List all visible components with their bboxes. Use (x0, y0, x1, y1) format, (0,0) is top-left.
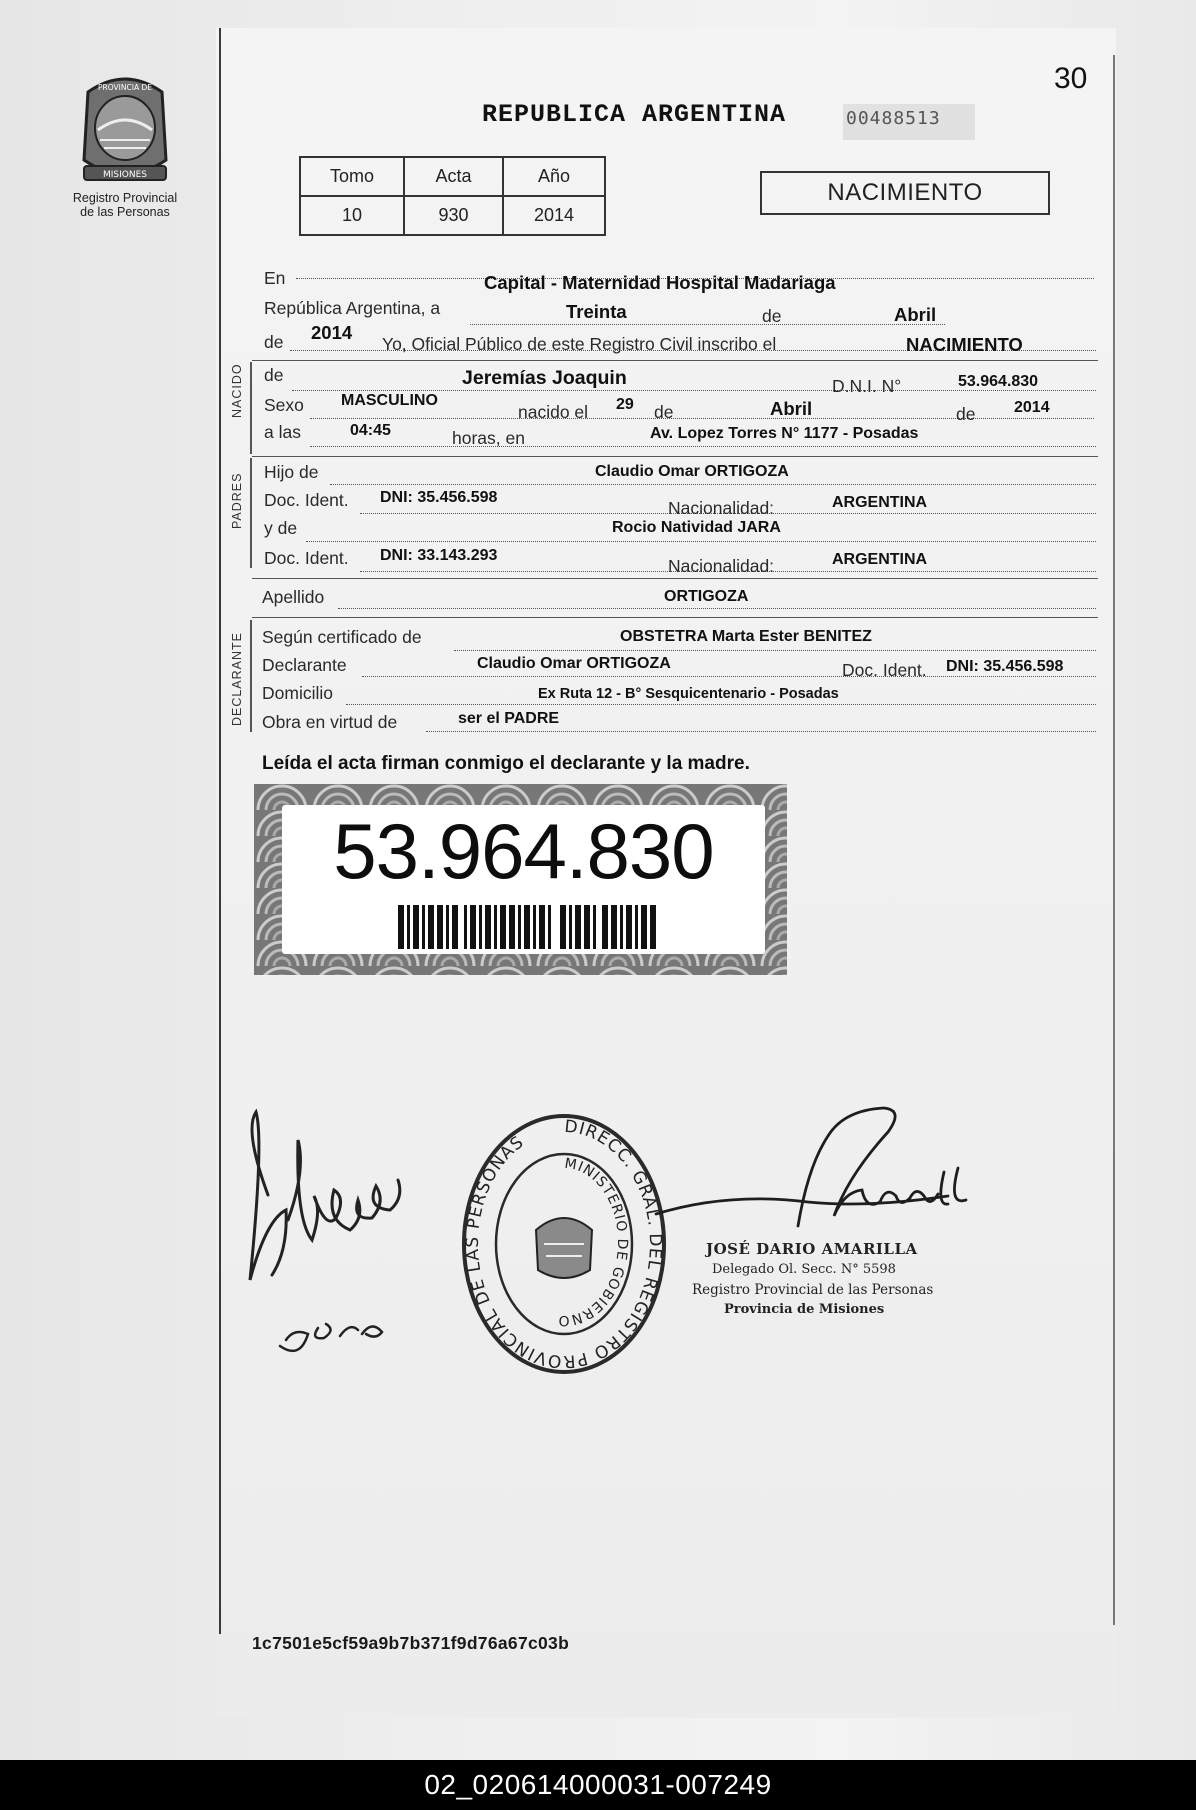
padre-doc-value: DNI: 35.456.598 (380, 489, 498, 506)
official-office: Registro Provincial de las Personas (692, 1282, 934, 1298)
provincial-crest-logo (70, 70, 180, 188)
dni-sticker (254, 784, 787, 975)
scan-footer-code: 02_020614000031-007249 (424, 1769, 772, 1800)
madre-line (306, 541, 1096, 542)
dni-label: D.N.I. N° (832, 376, 902, 396)
serial-number: 00488513 (846, 108, 941, 129)
seal-inner-text: MINISTERIO DE GOBIERNO (557, 1155, 631, 1329)
anio-header: Año (503, 157, 605, 196)
padres-section-label: PADRES (230, 472, 244, 529)
nombre-value: Jeremías Joaquin (462, 367, 627, 389)
official-signature (648, 1096, 978, 1256)
madre-doc-value: DNI: 33.143.293 (380, 547, 498, 564)
padre-nac-value: ARGENTINA (832, 494, 928, 511)
obra-value: ser el PADRE (458, 710, 560, 727)
mes-value: Abril (894, 304, 937, 325)
declarante-label: Declarante (262, 655, 347, 675)
declarante-doc-label: Doc. Ident. (842, 660, 927, 680)
apellido-line (338, 608, 1096, 609)
fecha-line (470, 324, 945, 325)
record-kind-box: NACIMIENTO (760, 171, 1050, 215)
sticker-label (282, 805, 765, 954)
obra-label: Obra en virtud de (262, 712, 398, 732)
domicilio-value: Ex Ruta 12 - B° Sesquicentenario - Posadas (538, 686, 839, 702)
inscribo-label: Yo, Oficial Público de este Registro Civil inscribo el (382, 334, 777, 354)
section-divider-3 (252, 578, 1098, 579)
section-divider-2 (252, 456, 1098, 457)
de2-label: de (264, 332, 284, 352)
domicilio-line (346, 704, 1096, 705)
hijo-label: Hijo de (264, 462, 319, 482)
nacido-section-label: NACIDO (230, 363, 244, 418)
volume-table (299, 156, 606, 236)
dni-value: 53.964.830 (958, 373, 1039, 390)
acta-header: Acta (404, 157, 503, 196)
logo-top-text: PROVINCIA DE (98, 83, 152, 92)
acta-value: 930 (404, 196, 503, 235)
official-province: Provincia de Misiones (724, 1302, 885, 1317)
logo-caption-line-2: de las Personas (80, 205, 170, 219)
lugar-value: Av. Lopez Torres N° 1177 - Posadas (650, 425, 919, 442)
nac-dia-value: 29 (616, 396, 634, 413)
scan-footer-bar (0, 1760, 1196, 1810)
anio-value-text: 2014 (311, 322, 353, 343)
obra-line (426, 731, 1096, 732)
hora-value: 04:45 (350, 422, 391, 439)
en-value: Capital - Maternidad Hospital Madariaga (484, 272, 836, 293)
left-margin-line (219, 28, 221, 1634)
section-divider-1 (252, 360, 1098, 361)
logo-caption (58, 191, 192, 219)
alas-label: a las (264, 422, 301, 442)
closing-statement: Leída el acta firman conmigo el declarante y la madre. (262, 753, 750, 774)
dni-barcode (398, 905, 658, 949)
section-divider-4 (252, 617, 1098, 618)
nacido-side-bar (250, 362, 252, 454)
official-role: Delegado Ol. Secc. N° 5598 (712, 1262, 896, 1277)
document-hash: 1c7501e5cf59a9b7b371f9d76a67c03b (252, 1633, 570, 1653)
nac-mes-value: Abril (770, 398, 813, 419)
yde-label: y de (264, 518, 298, 538)
logo-bottom-text: MISIONES (102, 170, 148, 180)
tomo-value: 10 (300, 196, 404, 235)
declarante-side-bar (250, 620, 252, 732)
anio-value: 2014 (503, 196, 605, 235)
certificado-label: Según certificado de (262, 627, 422, 647)
hora-line (310, 446, 1096, 447)
padres-side-bar (250, 458, 252, 568)
republica-label: República Argentina, a (264, 298, 441, 318)
horas-label: horas, en (452, 428, 525, 448)
padre-doc-label: Doc. Ident. (264, 490, 349, 510)
madre-doc-label: Doc. Ident. (264, 548, 349, 568)
declarante-line (362, 676, 1096, 677)
seal-outer-text: DIRECC. GRAL. DEL REGISTRO PROVINCIAL DE LAS PERSONAS (462, 1116, 666, 1372)
document-title: REPUBLICA ARGENTINA (482, 100, 787, 129)
right-margin-line (1113, 55, 1115, 1625)
padre-value: Claudio Omar ORTIGOZA (595, 463, 789, 480)
declarante-value: Claudio Omar ORTIGOZA (477, 655, 671, 672)
madre-signature (270, 1300, 400, 1370)
certificado-value: OBSTETRA Marta Ester BENITEZ (620, 628, 872, 645)
logo-caption-line-1: Registro Provincial (72, 191, 178, 205)
hijo-line (330, 484, 1096, 485)
domicilio-label: Domicilio (262, 683, 333, 703)
madre-value: Rocio Natividad JARA (612, 519, 781, 536)
tomo-header: Tomo (300, 157, 404, 196)
page-number: 30 (1054, 62, 1088, 95)
madre-nacionalidad-label: Nacionalidad: (668, 556, 775, 576)
madre-nac-value: ARGENTINA (832, 551, 928, 568)
official-name: JOSÉ DARIO AMARILLA (706, 1240, 918, 1258)
declarante-section-label: DECLARANTE (230, 631, 244, 727)
sexo-line (310, 418, 1094, 419)
dia-value: Treinta (566, 301, 627, 322)
apellido-label: Apellido (262, 587, 325, 607)
declarante-doc-value: DNI: 35.456.598 (946, 658, 1064, 675)
nac-anio-value: 2014 (1014, 399, 1050, 416)
nac-de-label: de (654, 402, 674, 422)
official-seal-stamp (456, 1110, 672, 1378)
dni-big-number: 53.964.830 (333, 807, 714, 895)
nombre-label: de (264, 365, 284, 385)
inscribo-value: NACIMIENTO (906, 334, 1023, 355)
apellido-value: ORTIGOZA (664, 588, 749, 605)
en-label: En (264, 268, 286, 288)
padre-nacionalidad-label: Nacionalidad: (668, 498, 775, 518)
nacido-el-label: nacido el (518, 402, 589, 422)
de-label: de (762, 306, 782, 326)
sexo-value: MASCULINO (341, 392, 438, 409)
nac-de2-label: de (956, 404, 976, 424)
certificado-line (454, 650, 1096, 651)
sexo-label: Sexo (264, 395, 304, 415)
